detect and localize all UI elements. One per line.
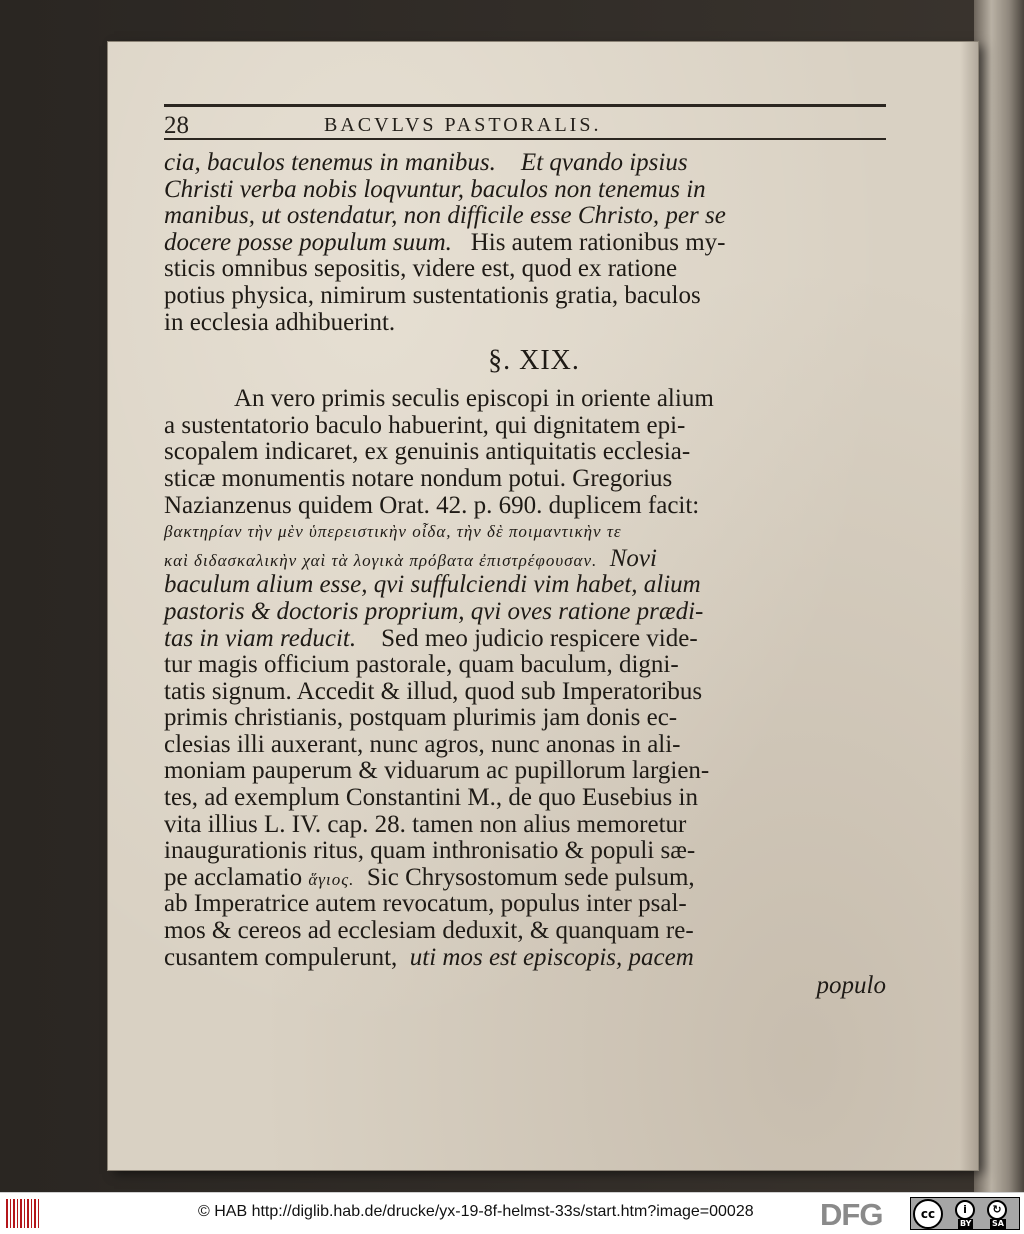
text-line: pastoris & doctoris proprium, qvi oves ratione prædi- <box>164 597 704 625</box>
text-line: ab Imperatrice autem revocatum, populus inter psal- <box>164 890 687 918</box>
cc-by-sa-license-badge[interactable] <box>910 1197 1020 1230</box>
text-line <box>164 546 904 573</box>
text-line: a sustentatorio baculo habuerint, qui dignitatem epi- <box>164 411 686 439</box>
text-line <box>164 945 904 972</box>
text-line <box>164 230 904 257</box>
text-line: sticis omnibus sepositis, videre est, quod ex ratione <box>164 255 678 283</box>
text-line: primis christianis, postquam plurimis jam donis ec- <box>164 704 678 732</box>
text-line: mos & cereos ad ecclesiam deduxit, & quanquam re- <box>164 917 694 945</box>
text-line: tes, ad exemplum Constantini M., de quo Eusebius in <box>164 784 698 812</box>
page-number: 28 <box>164 112 189 139</box>
page-gutter-shadow <box>960 42 978 1170</box>
page-text <box>164 150 904 1001</box>
text-line: in ecclesia adhibuerint. <box>164 308 396 336</box>
source-link[interactable]: © HAB http://diglib.hab.de/drucke/yx-19-8f-helmst-33s/start.htm?image=00028 <box>198 1203 754 1220</box>
roman-run: Sic Chrysostomum sede pulsum, <box>366 863 695 891</box>
hab-barcode-logo <box>6 1199 40 1228</box>
roman-run: His autem rationibus my- <box>470 228 726 256</box>
header-rule-bottom <box>164 138 886 140</box>
italic-run: Novi <box>609 544 657 572</box>
viewer-footer <box>0 1192 1024 1234</box>
text-line: clesias illi auxerant, nunc agros, nunc anonas in ali- <box>164 730 681 758</box>
text-line: inaugurationis ritus, quam inthronisatio & populi sæ- <box>164 837 696 865</box>
italic-run: cia, baculos tenemus in manibus. <box>164 149 496 176</box>
italic-run: Et qvando ipsius <box>520 149 688 176</box>
roman-run: Sed meo judicio respicere vide- <box>381 624 698 652</box>
text-line: sticæ monumentis notare nondum potui. Gregorius <box>164 464 673 492</box>
text-line: moniam pauperum & viduarum ac pupillorum largien- <box>164 757 710 785</box>
text-line: potius physica, nimirum sustentationis gratia, baculos <box>164 281 701 309</box>
text-line: scopalem indicaret, ex genuinis antiquitatis ecclesia- <box>164 438 691 466</box>
italic-run: tas in viam reducit. <box>164 624 357 652</box>
greek-word: ἅγιος. <box>308 869 355 889</box>
text-line <box>164 865 904 892</box>
text-line: manibus, ut ostendatur, non difficile esse Christo, per se <box>164 202 726 230</box>
by-person-icon: i <box>955 1200 975 1220</box>
greek-quote-run: καὶ διδασκαλικὴν χαὶ τὰ λογικὰ πρόβατα ἐπιστρέφουσαν. <box>164 550 598 570</box>
catchword: populo <box>816 972 886 1000</box>
roman-run: cusantem compulerunt, <box>164 943 398 971</box>
share-alike-icon: ↻ <box>987 1200 1007 1220</box>
text-line: tatis signum. Accedit & illud, quod sub Imperatoribus <box>164 677 703 705</box>
text-line <box>164 626 904 653</box>
text-line: baculum alium esse, qvi suffulciendi vim habet, alium <box>164 571 701 599</box>
text-line: An vero primis seculis episcopi in oriente alium <box>234 385 714 413</box>
section-heading: §. XIX. <box>488 345 580 377</box>
page-header <box>164 104 886 144</box>
text-line: tur magis officium pastorale, quam baculum, digni- <box>164 651 679 679</box>
dfg-logo: DFG <box>820 1197 883 1232</box>
text-line <box>164 150 904 177</box>
cc-icon: cc <box>913 1199 943 1229</box>
header-rule-top <box>164 104 886 107</box>
by-label: BY <box>960 1219 972 1228</box>
next-page-edge <box>974 0 1024 1192</box>
text-line: vita illius L. IV. cap. 28. tamen non alius memoretur <box>164 810 687 838</box>
roman-run: pe acclamatio <box>164 863 303 891</box>
text-line: Christi verba nobis loqvuntur, baculos non tenemus in <box>164 175 706 203</box>
greek-quote-line: βακτηρίαν τὴν μὲν ὑπερειστικὴν οἶδα, τὴν δὲ ποιμαντικὴν τε <box>164 522 622 542</box>
italic-run: docere posse populum suum. <box>164 228 452 256</box>
italic-run: uti mos est episcopis, pacem <box>409 943 694 971</box>
text-line: Nazianzenus quidem Orat. 42. p. 690. duplicem facit: <box>164 491 700 519</box>
running-head: BACVLVS PASTORALIS. <box>324 114 602 136</box>
sa-label: SA <box>992 1219 1004 1228</box>
